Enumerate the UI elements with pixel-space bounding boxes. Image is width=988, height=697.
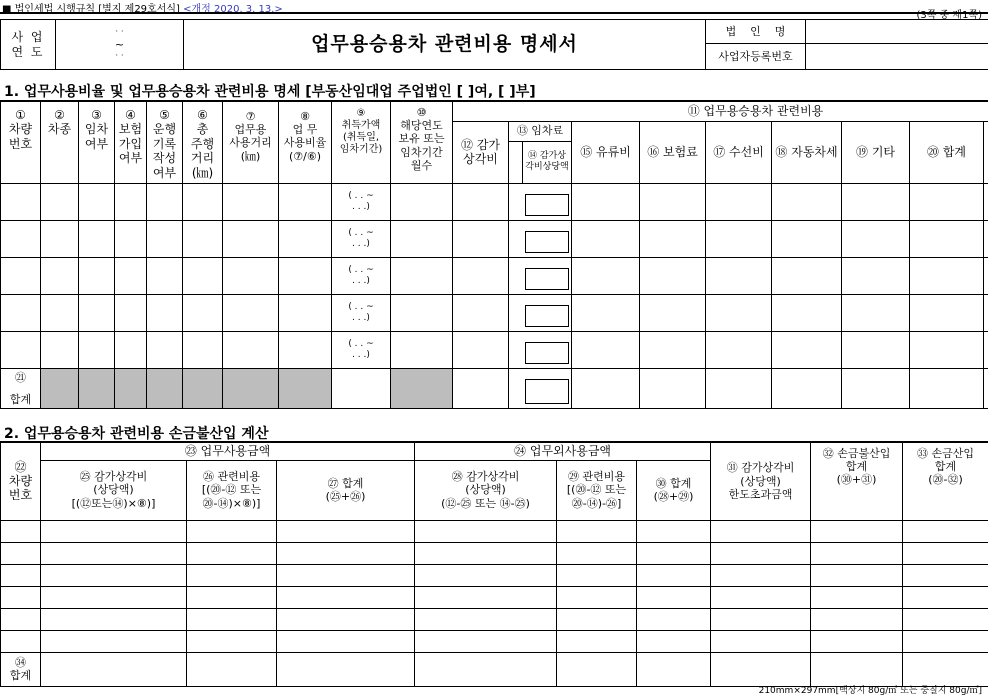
col-total-distance: ⑥ 총 주행 거리 (㎞): [183, 101, 223, 183]
col2-depr-excess: ㉛ 감가상각비 (상당액) 한도초과금액: [711, 442, 811, 520]
acq-date-placeholder[interactable]: ( . . ~ . . .): [332, 294, 391, 331]
corp-name-field[interactable]: [806, 20, 988, 44]
col2-business-total: ㉗ 합계 (㉕+㉖): [277, 460, 415, 520]
section2-table: [0, 441, 988, 687]
col2-nonbusiness-use-group: ㉔ 업무외사용금액: [415, 442, 711, 460]
acq-date-placeholder[interactable]: ( . . ~ . . .): [332, 183, 391, 220]
date-separator: ~: [114, 37, 125, 51]
col-depreciation: ⑫ 감가 상각비: [453, 121, 509, 183]
table-row: [1, 520, 988, 542]
table-row: [1, 294, 988, 331]
col-lease-fee: ⑬ 임차료: [509, 121, 572, 141]
acq-date-placeholder[interactable]: ( . . ~ . . .): [332, 257, 391, 294]
table-row: [1, 542, 988, 564]
table-row: [1, 630, 988, 652]
col-fuel: ⑮ 유류비: [572, 121, 640, 183]
col-other: ⑲ 기타: [842, 121, 910, 183]
business-year-dates[interactable]: [56, 20, 184, 70]
col-months-held: ⑩ 해당연도 보유 또는 임차기간 월수: [391, 101, 453, 183]
total-row: [1, 368, 988, 408]
col2-deductible-total: ㉝ 손금산입 합계 (⑳-㉜): [903, 442, 988, 520]
top-rule: [0, 12, 988, 14]
title-block: [0, 19, 988, 70]
col-acquisition-cost: ⑨ 취득가액 (취득일, 임차기간): [332, 101, 391, 183]
form-law-reference: ■ 법인세법 시행규칙 [별지 제29호서식] <개정 2020. 3. 13.>: [2, 4, 283, 15]
col-log-kept: ⑤ 운행 기록 작성 여부: [147, 101, 183, 183]
paper-spec-footer: 210mm×297mm[백상지 80g/㎡ 또는 중질지 80g/㎡]: [758, 686, 982, 696]
table-row: [1, 564, 988, 586]
col-insurance: ④ 보험 가입 여부: [115, 101, 147, 183]
col-vehicle-no: ① 차량 번호: [1, 101, 41, 183]
col-total: ⑳ 합계: [910, 121, 984, 183]
page-title: 업무용승용차 관련비용 명세서: [184, 20, 706, 70]
acq-date-placeholder[interactable]: ( . . ~ . . .): [332, 331, 391, 368]
acq-date-placeholder[interactable]: ( . . ~ . . .): [332, 220, 391, 257]
col2-business-depr: ㉕ 감가상각비 (상당액) [(⑫또는⑭)×⑧)]: [41, 460, 187, 520]
table-row: [1, 257, 988, 294]
total-label: ㉑ 합계: [1, 368, 41, 408]
col-lease-status: ③ 임차 여부: [79, 101, 115, 183]
total-row: [1, 652, 988, 686]
col-repair: ⑰ 수선비: [706, 121, 772, 183]
corp-name-label: 법 인 명: [706, 20, 806, 44]
section2-heading: 2. 업무용승용차 관련비용 손금불산입 계산: [4, 426, 269, 442]
section1-table: [0, 100, 988, 409]
col-vehicle-tax: ⑱ 자동차세: [772, 121, 842, 183]
col-depreciation-equivalent: ⑭ 감가상 각비상당액: [523, 141, 572, 183]
col2-nonbusiness-depr: ㉘ 감가상각비 (상당액) (⑫-㉕ 또는 ⑭-㉕): [415, 460, 557, 520]
table-row: [1, 608, 988, 630]
col2-vehicle-no: ㉒ 차량 번호: [1, 442, 41, 520]
table-row: [1, 183, 988, 220]
col-business-ratio: ⑧ 업 무 사용비율 (⑦/⑥): [279, 101, 332, 183]
col-related-costs-group: ⑪ 업무용승용차 관련비용: [453, 101, 988, 121]
table-row: [1, 331, 988, 368]
table-row: [1, 586, 988, 608]
biz-reg-no-label: 사업자등록번호: [706, 44, 806, 70]
col-business-distance: ⑦ 업무용 사용거리 (㎞): [223, 101, 279, 183]
date-end: · ·: [115, 51, 124, 62]
col2-nonbusiness-related: ㉙ 관련비용 [(⑳-⑫ 또는 ⑳-⑭)-㉖]: [557, 460, 637, 520]
col2-business-related: ㉖ 관련비용 [(⑳-⑫ 또는 ⑳-⑭)×⑧)]: [187, 460, 277, 520]
col2-business-use-group: ㉓ 업무사용금액: [41, 442, 415, 460]
col-vehicle-type: ② 차종: [41, 101, 79, 183]
business-year-label: 사 업 연 도: [1, 20, 56, 70]
biz-reg-no-field[interactable]: [806, 44, 988, 70]
total2-label: ㉞ 합계: [1, 652, 41, 686]
col-insurance-fee: ⑯ 보험료: [640, 121, 706, 183]
section1-heading: 1. 업무사용비율 및 업무용승용차 관련비용 명세 [부동산임대업 주업법인 [ ]여, [ ]부]: [4, 84, 536, 100]
col2-nondeductible-total: ㉜ 손금불산입 합계 (㉚+㉛): [811, 442, 903, 520]
page-info: (3쪽 중 제1쪽): [916, 10, 982, 21]
table-row: [1, 220, 988, 257]
date-start: · ·: [115, 27, 124, 38]
col2-nonbusiness-total: ㉚ 합계 (㉘+㉙): [637, 460, 711, 520]
